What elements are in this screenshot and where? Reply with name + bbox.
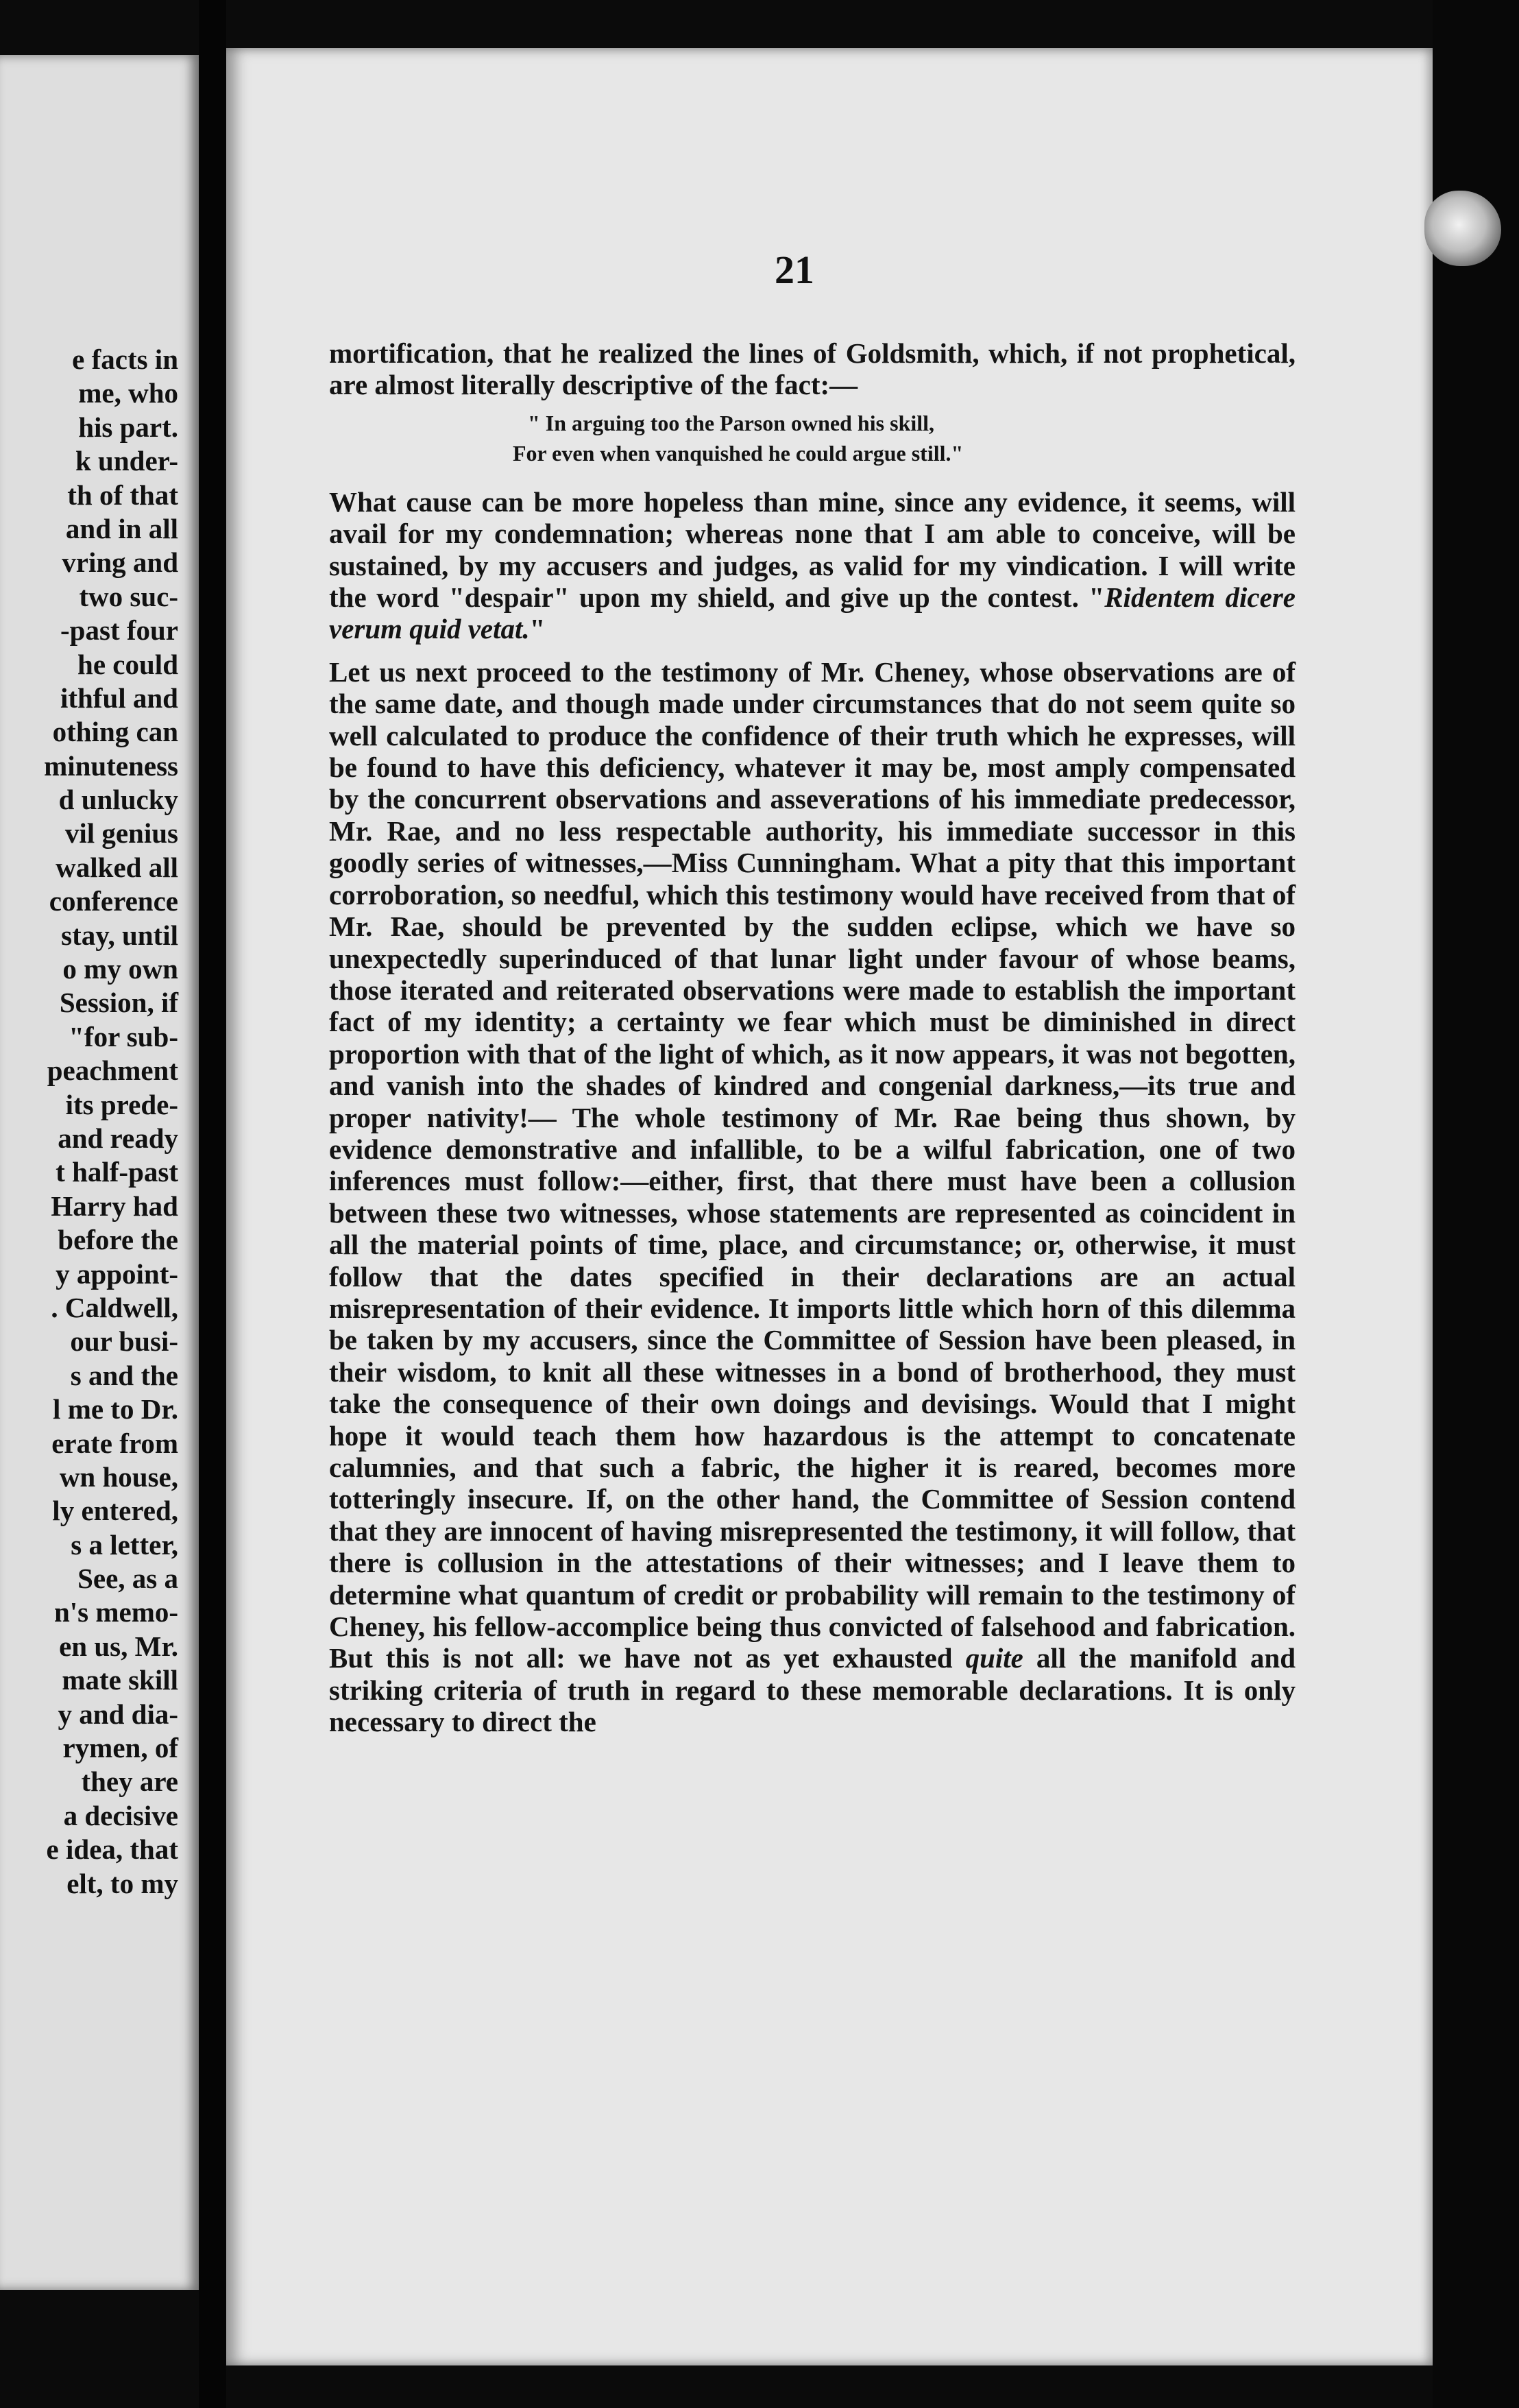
left-page-line: walked all — [56, 851, 178, 883]
book-gutter — [199, 0, 226, 2408]
left-page-line: elt, to my — [66, 1867, 178, 1899]
left-page-line: s a letter, — [71, 1528, 178, 1561]
left-page-line: -past four — [60, 614, 178, 647]
left-page-line: and ready — [58, 1122, 178, 1154]
left-page-line: two suc- — [79, 580, 178, 612]
left-page-line: th of that — [67, 479, 178, 511]
left-page-line: y and dia- — [58, 1698, 178, 1730]
left-page-line: stay, until — [61, 919, 178, 951]
left-page-line: conference — [49, 885, 178, 917]
left-page-line: rymen, of — [62, 1732, 178, 1764]
left-page-line: vil genius — [64, 817, 178, 850]
left-page-line: Session, if — [59, 987, 178, 1019]
left-page-line: e idea, that — [46, 1833, 178, 1866]
quote-line-2: For even when vanquished he could argue still." — [513, 440, 964, 466]
left-page-line: Harry had — [51, 1190, 178, 1222]
latin-quote: Ridentem dicere verum quid vetat. — [329, 581, 1296, 645]
left-page-line: l me to Dr. — [53, 1393, 178, 1425]
left-page-line: his part. — [78, 411, 178, 443]
left-page-line: they are — [81, 1766, 178, 1798]
left-page-line: erate from — [51, 1427, 178, 1459]
left-page-line: and in all — [65, 512, 178, 544]
paper-stain — [1424, 191, 1501, 266]
left-page-line: othing can — [52, 716, 178, 748]
emphasis-quite: quite — [965, 1642, 1023, 1674]
left-page-line: o my own — [62, 953, 178, 985]
paragraph-cheney-end: all the manifold and striking criteria of truth in regard to these memorable declarations. It is only necessary to direct the — [329, 1642, 1296, 1738]
left-page-line: ly entered, — [52, 1495, 178, 1527]
page-number: 21 — [775, 248, 814, 292]
left-page-line: me, who — [78, 377, 178, 409]
left-page-line: a decisive — [63, 1799, 178, 1831]
left-page-line: See, as a — [77, 1563, 178, 1595]
left-page-line: vring and — [62, 546, 178, 579]
left-page-line: ithful and — [60, 682, 178, 714]
left-page-line: s and the — [70, 1359, 178, 1391]
paragraph-intro: mortification, that he realized the lines of Goldsmith, which, if not prophetical, are almost literally descriptive of the fact:— — [329, 337, 1296, 401]
goldsmith-quote — [329, 408, 1296, 468]
page-edge-shadow — [1433, 0, 1519, 2408]
left-page-line: y appoint- — [56, 1257, 178, 1290]
left-page-line: e facts in — [72, 344, 178, 375]
paragraph-cheney — [329, 656, 1296, 1738]
paragraph-despair-end: " — [529, 613, 546, 645]
left-page-line: mate skill — [62, 1664, 178, 1696]
left-page-line: our busi- — [70, 1325, 178, 1358]
left-page-line: he could — [77, 648, 178, 680]
left-page-text-column — [0, 343, 178, 1901]
left-page-line: n's memo- — [53, 1596, 178, 1628]
left-page-line: t half-past — [56, 1156, 178, 1188]
paragraph-despair — [329, 486, 1296, 645]
left-page-line: wn house, — [59, 1460, 178, 1493]
main-text — [329, 337, 1296, 1738]
paragraph-cheney-text: Let us next proceed to the testimony of Mr. Cheney, whose observations are of the same date, and though made under circumstances that do not seem quite so well calculated to produce the confidence of their truth which he expresses, will be found to have this deficiency, whatever it may be, most amply compensated by the concurrent observations and asseverations of his immediate predecessor, Mr. Rae, and no less respectable authority, his immediate successor in this goodly series of witnesses,—Miss Cunningham. What a pity that this important corroboration, so needful, which this testimony would have received from that of Mr. Rae, should be prevented by the sudden eclipse, which we have so unexpectedly superinduced of that lunar light under favour of whose beams, those iterated and reiterated observations were made to establish the important fact of my identity; a certainty we fear which must be diminished in direct proportion with that of the light of which, as it now appears, it was not begotten, and vanish into the shades of kindred and congenial darkness,—its true and proper nativity!— The whole testimony of Mr. Rae being thus shown, by evidence demonstrative and infallible, to be a wilful fabrication, one of two inferences must follow:—either, first, that there must have been a collusion between these two witnesses, whose statements are represented as coincident in all the material points of time, place, and circumstance; or, otherwise, it must follow that the dates specified in their declarations are an actual misrepresentation of their evidence. It imports little which horn of this dilemma be taken by my accusers, since the Committee of Session have been pleased, in their wisdom, to knit all these witnesses in a bond of brotherhood, they must take the consequence of their own doings and devisings. Would that I might hope it would teach them how hazardous is the attempt to concatenate calumnies, and that such a fabric, the higher it is reared, becomes more totteringly insecure. If, on the other hand, the Committee of Session contend that they are innocent of having misrepresented the testimony, it will follow, that there is collusion in the attestations of their witnesses; and I leave them to determine what quantum of credit or probability will remain to the testimony of Cheney, his fellow-accomplice being thus convicted of falsehood and fabrication. But this is not all: we have not as yet exhausted — [329, 655, 1296, 1674]
left-page-line: d unlucky — [58, 784, 178, 816]
quote-line-1: " In arguing too the Parson owned his skill, — [528, 410, 934, 435]
left-page — [0, 55, 199, 2290]
left-page-line: k under- — [75, 445, 178, 477]
left-page-line: before the — [58, 1224, 178, 1256]
left-page-line: . Caldwell, — [51, 1291, 178, 1323]
left-page-line: en us, Mr. — [59, 1630, 178, 1662]
left-page-line: its prede- — [65, 1088, 178, 1120]
left-page-line: peachment — [47, 1055, 178, 1087]
paragraph-despair-text: What cause can be more hopeless than mine, since any evidence, it seems, will avail for my condemnation; whereas none that I am able to conceive, will be sustained, by my accusers and judges, as valid for my vindication. I will write the word "despair" upon my shield, and give up the contest. " — [329, 485, 1296, 614]
left-page-line: "for sub- — [69, 1020, 178, 1052]
left-page-line: minuteness — [44, 749, 178, 782]
